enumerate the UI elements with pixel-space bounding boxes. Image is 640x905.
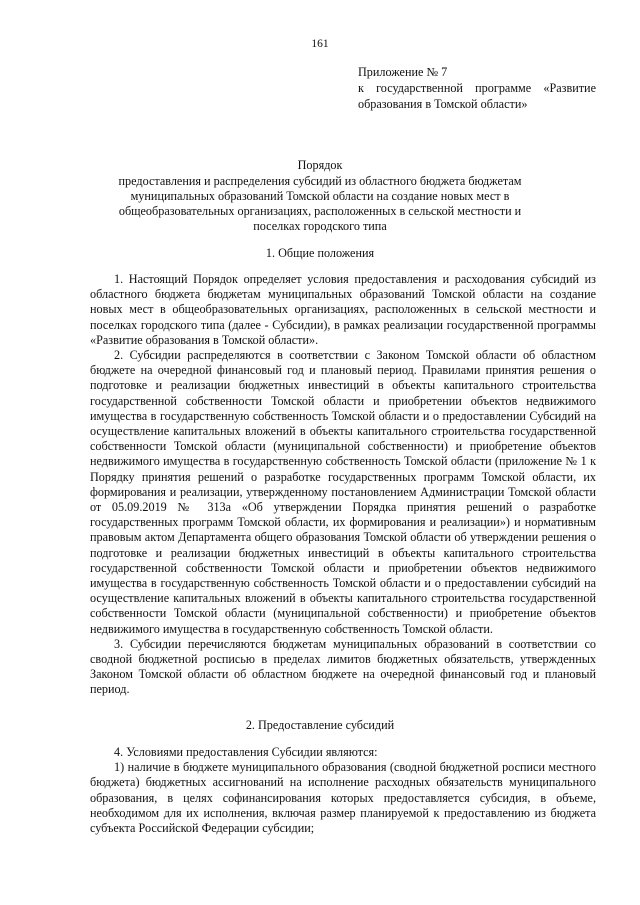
document-subheading: предоставления и распределения субсидий из областного бюджета бюджетам муниципальных образований Томской области на создание новых мест в общеобразовательных организациях, расположенных в сельской местности и поселках городского типа [118,174,522,233]
paragraph: 1. Настоящий Порядок определяет условия предоставления и расходования субсидий из областного бюджета бюджетам муниципальных образований Томской области на создание новых мест в общеобразовательных организациях, расположенных в сельской местности и поселках городского типа (далее - Субсидии), в рамках реализации государственной программы «Развитие образования в Томской области». [90,272,596,347]
paragraph: 3. Субсидии перечисляются бюджетам муниципальных образований в соответствии со сводной бюджетной росписью в пределах лимитов бюджетных обязательств, утвержденных Законом Томской области об областном бюджете на очередной финансовый год и плановый период. [90,636,596,697]
document-heading: Порядок [297,158,343,172]
page-number: 161 [311,38,329,50]
section-body-subsidies [90,745,596,836]
document-title-block [100,158,540,234]
section-body-general [90,272,596,698]
annex-title: Приложение № 7 [358,65,448,79]
paragraph: 4. Условиями предоставления Субсидии являются: [114,745,378,759]
section-heading-subsidies: 2. Предоставление субсидий [245,718,395,732]
paragraph: 2. Субсидии распределяются в соответствии с Законом Томской области об областном бюджете на очередной финансовый год и плановый период. Правилами принятия решения о подготовке и реализации бюджетных инвестиций в объекты капитального строительства государственной собственности Томской области и приобретении объектов недвижимого имущества в государственную собственность Томской области и о предоставлении Субсидий на осуществление капитальных вложений в объекты капитального строительства государственной собственности Томской области (муниципальной собственности) и приобретение объектов недвижимого имущества в государственную собственность Томской области (приложение № 1 к Порядку принятия решений о разработке государственных программ Томской области, их формирования и реализации, утвержденному постановлением Администрации Томской области от 05.09.2019 № 313а «Об утверждении Порядка принятия решений о разработке государственных программ Томской области, их формирования и реализации») и нормативным правовым актом Департамента общего образования Томской области об утверждении решения о подготовке и реализации бюджетных инвестиций в объекты капитального строительства государственной собственности Томской области и приобретении объектов недвижимого имущества в государственную собственность Томской области и о предоставлении субсидий на осуществление капитальных вложений в объекты капитального строительства государственной собственности Томской области (муниципальной собственности) и приобретение объектов недвижимого имущества в государственную собственность Томской области. [90,348,596,636]
paragraph: 1) наличие в бюджете муниципального образования (сводной бюджетной росписи местного бюджета) бюджетных ассигнований на исполнение расходных обязательств муниципального образования, в целях софинансирования которых предоставляется субсидия, в объеме, необходимом для их исполнения, включая размер планируемой к предоставлению из бюджета субъекта Российской Федерации субсидии; [90,760,596,836]
annex-reference [358,64,596,112]
section-heading-general: 1. Общие положения [265,246,375,260]
annex-text: к государственной программе «Развитие образования в Томской области» [358,81,596,111]
